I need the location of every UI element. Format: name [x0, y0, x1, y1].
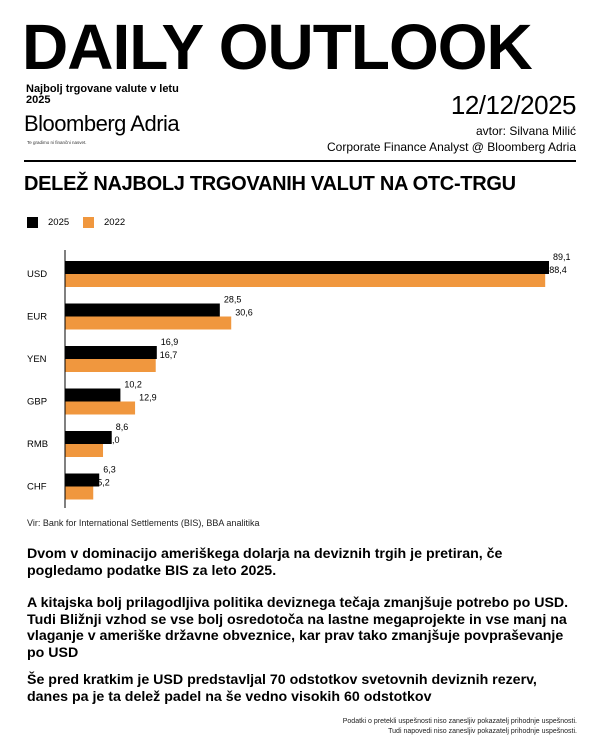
disclaimer-2: Tudi napovedi niso zanesljiv pokazatelj prihodnje uspešnosti.: [388, 728, 577, 735]
data-label-chf-2025: 6,3: [103, 464, 116, 475]
author-role: Corporate Finance Analyst @ Bloomberg Adria: [327, 140, 576, 154]
data-label-eur-2025: 28,5: [223, 294, 242, 305]
issue-date: 12/12/2025: [450, 90, 576, 120]
bar-gbp-2022: [65, 402, 135, 415]
data-label-eur-2022: 30,6: [235, 307, 253, 318]
data-label-gbp-2022: 12,9: [139, 392, 157, 403]
data-label-gbp-2025: 10,2: [124, 379, 142, 390]
bar-chf-2022: [65, 487, 93, 500]
masthead: DAILY OUTLOOK: [22, 11, 532, 83]
bar-chart: [0, 250, 600, 510]
divider: [24, 160, 576, 162]
disclaimer-1: Podatki o pretekli uspešnosti niso zanesljiv pokazatelj prihodnje uspešnosti.: [342, 718, 577, 725]
chart-title: DELEŽ NAJBOLJ TRGOVANIH VALUT NA OTC-TRGU: [24, 173, 516, 195]
legend-label-2025: 2025: [48, 217, 70, 228]
bar-usd-2025: [65, 261, 549, 274]
y-tick-label-rmb: RMB: [27, 439, 49, 450]
bar-usd-2022: [65, 274, 545, 287]
y-tick-label-usd: USD: [27, 269, 48, 280]
subtitle: Najbolj trgovane valute v letu 2025: [26, 83, 179, 106]
y-tick-label-chf: CHF: [27, 481, 47, 493]
paragraph-1: Dvom v dominacijo ameriškega dolarja na deviznih trgih je pretiran, če pogledamo podatke BIS za leto 2025.: [27, 546, 503, 579]
y-tick-label-gbp: GBP: [27, 396, 48, 408]
legend-swatch-2022: [83, 217, 94, 228]
legend-label-2022: 2022: [104, 217, 126, 228]
bar-eur-2025: [65, 304, 220, 317]
paragraph-2: A kitajska bolj prilagodljiva politika deviznega tečaja zmanjšuje potrebo po USD. Tudi Bližnji vzhod se vse bolj osredotoča na lastne megaprojekte in vse manj na vlaganje v ameriške državne obveznice, kar prav tako zmanjšuje povpraševanje po USD: [27, 595, 569, 661]
data-label-yen-2022: 16,7: [159, 350, 178, 360]
y-tick-label-eur: EUR: [27, 311, 48, 323]
data-label-rmb-2025: 8,6: [115, 422, 129, 432]
data-label-usd-2025: 89,1: [553, 252, 571, 262]
y-tick-label-yen: YEN: [27, 354, 47, 365]
data-label-yen-2025: 16,9: [160, 337, 179, 347]
legend-item-2022: [83, 217, 125, 228]
legend-swatch-2025: [27, 217, 38, 228]
tagline: Te gradimo ni finančni nasvet.: [27, 140, 87, 145]
legend-item-2025: [27, 217, 69, 228]
bar-yen-2025: [65, 346, 157, 359]
chart-source: Vir: Bank for International Settlements (BIS), BBA analitika: [27, 518, 260, 528]
author: avtor: Silvana Milić: [475, 124, 576, 138]
bar-rmb-2025: [65, 431, 112, 444]
bar-yen-2022: [65, 359, 156, 372]
data-label-rmb-2022: 7,0: [107, 435, 120, 445]
bar-rmb-2022: [65, 444, 103, 457]
brand-logo: Bloomberg Adria: [24, 111, 180, 136]
data-label-chf-2022: 5,2: [97, 477, 110, 488]
bar-gbp-2025: [65, 389, 120, 402]
bar-chf-2025: [65, 474, 99, 487]
bar-eur-2022: [65, 317, 231, 330]
paragraph-3: Še pred kratkim je USD predstavljal 70 odstotkov svetovnih deviznih rezerv, danes pa je ta delež padel na še vedno visokih 60 odstotkov: [27, 672, 537, 705]
data-label-usd-2022: 88,4: [549, 265, 567, 275]
